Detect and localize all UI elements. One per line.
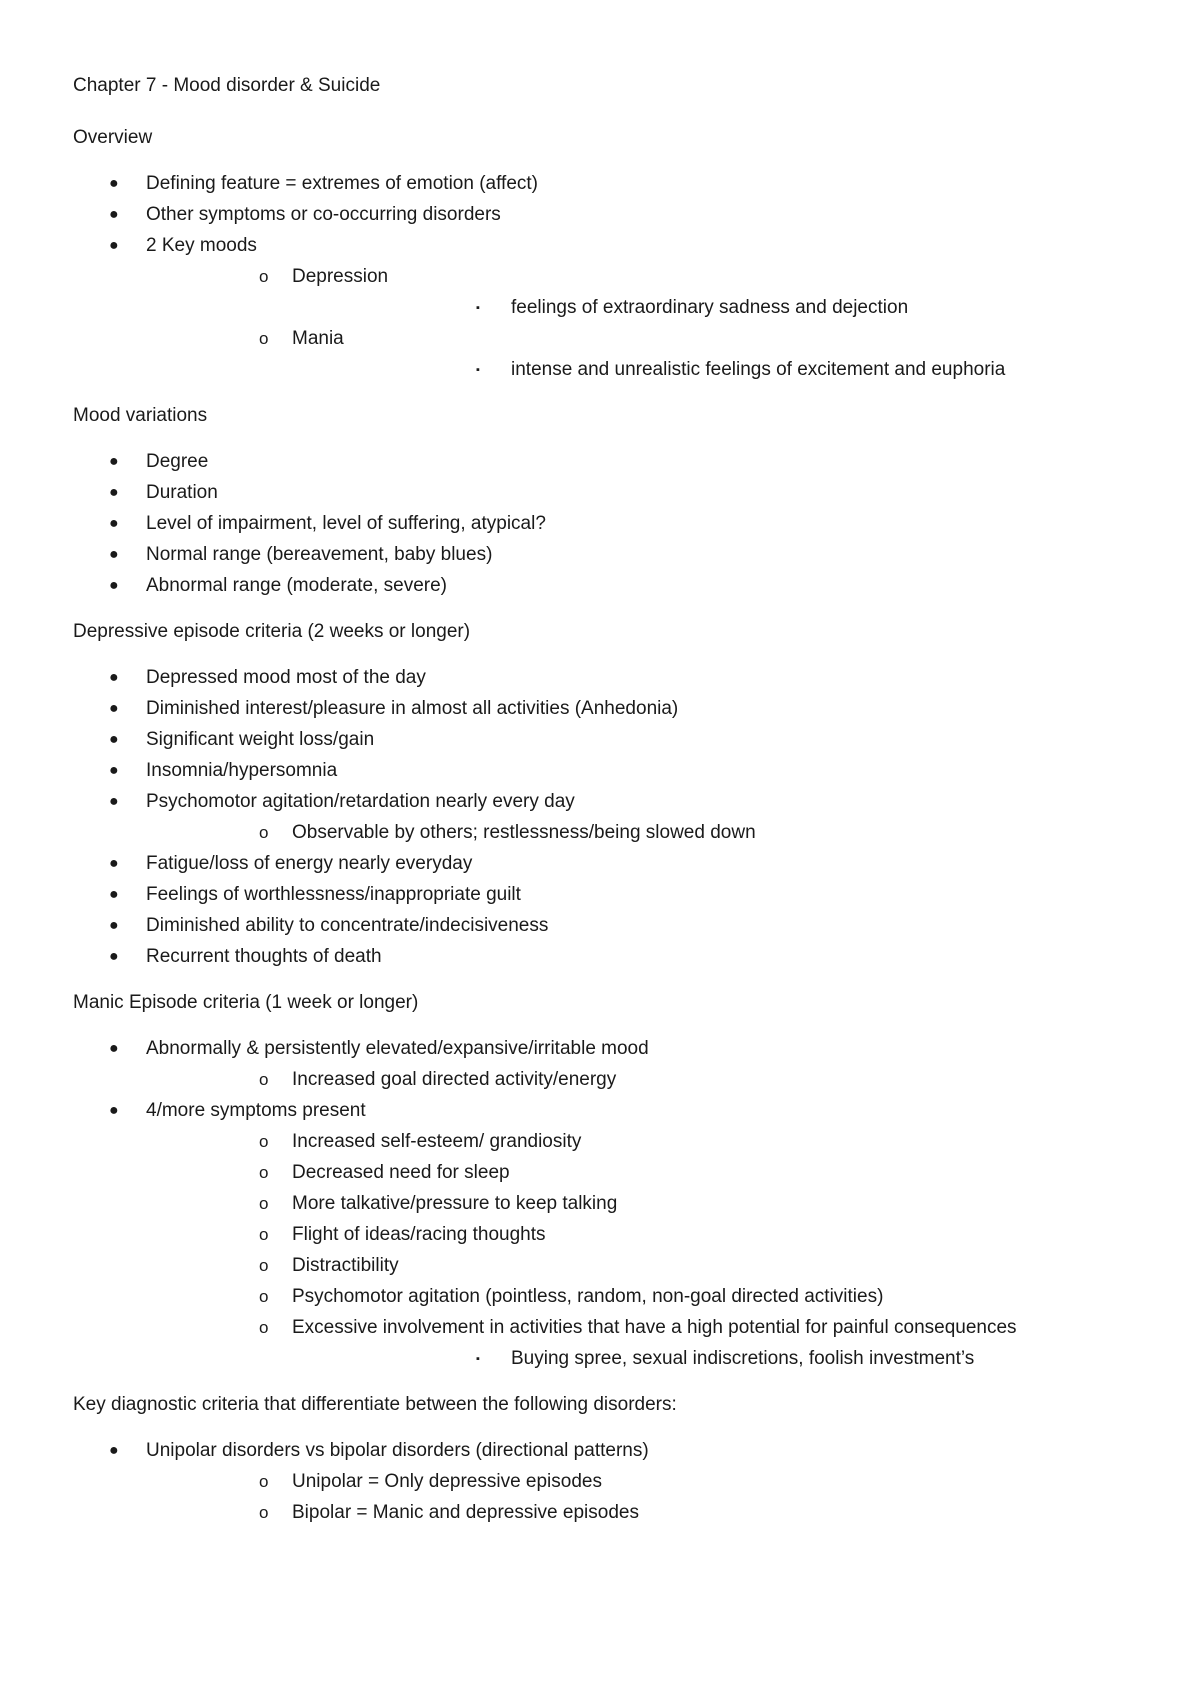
square-marker: ▪ <box>476 364 480 376</box>
sub-sub-bullet-item <box>292 357 1200 383</box>
nested-list <box>146 1129 1200 1372</box>
item-text: More talkative/pressure to keep talking <box>292 1193 618 1214</box>
item-text: Flight of ideas/racing thoughts <box>292 1224 546 1245</box>
bullet-marker: ● <box>109 453 119 470</box>
bullet-item <box>73 851 1200 877</box>
item-text: Insomnia/hypersomnia <box>146 760 338 781</box>
item-text: Decreased need for sleep <box>292 1162 510 1183</box>
section-heading: Manic Episode criteria (1 week or longer) <box>73 992 419 1013</box>
bullet-marker: ● <box>109 546 119 563</box>
circle-marker: o <box>259 1256 269 1275</box>
bullet-marker: ● <box>109 237 119 254</box>
item-text: feelings of extraordinary sadness and dejection <box>511 297 909 318</box>
item-text: Depressed mood most of the day <box>146 667 426 688</box>
item-text: Increased goal directed activity/energy <box>292 1069 617 1090</box>
nested-list <box>292 295 1200 321</box>
nested-list <box>292 1346 1200 1372</box>
circle-marker: o <box>259 1287 269 1306</box>
bullet-item <box>73 511 1200 537</box>
bullet-list <box>73 449 1200 599</box>
circle-marker: o <box>259 1503 269 1522</box>
circle-marker: o <box>259 1194 269 1213</box>
section-heading: Key diagnostic criteria that differentiate between the following disorders: <box>73 1394 677 1415</box>
bullet-list <box>73 665 1200 970</box>
section <box>73 125 1200 383</box>
bullet-list <box>73 1438 1200 1526</box>
item-text: Recurrent thoughts of death <box>146 946 382 967</box>
circle-marker: o <box>259 267 269 286</box>
bullet-marker: ● <box>109 731 119 748</box>
bullet-marker: ● <box>109 669 119 686</box>
bullet-item <box>73 1036 1200 1093</box>
bullet-marker: ● <box>109 948 119 965</box>
sub-bullet-item <box>146 1191 1200 1217</box>
sub-bullet-item <box>146 1500 1200 1526</box>
item-text: Level of impairment, level of suffering, atypical? <box>146 513 546 534</box>
sub-bullet-item <box>146 326 1200 383</box>
bullet-list <box>73 171 1200 383</box>
nested-list <box>292 357 1200 383</box>
item-text: Unipolar disorders vs bipolar disorders (directional patterns) <box>146 1440 649 1461</box>
circle-marker: o <box>259 1225 269 1244</box>
item-text: intense and unrealistic feelings of excitement and euphoria <box>511 359 1006 380</box>
sub-bullet-item <box>146 1129 1200 1155</box>
sub-bullet-item <box>146 1253 1200 1279</box>
sub-bullet-item <box>146 1469 1200 1495</box>
bullet-item <box>73 665 1200 691</box>
item-text: Bipolar = Manic and depressive episodes <box>292 1502 639 1523</box>
bullet-marker: ● <box>109 917 119 934</box>
bullet-list <box>73 1036 1200 1372</box>
item-text: Significant weight loss/gain <box>146 729 375 750</box>
bullet-item <box>73 1098 1200 1372</box>
item-text: 4/more symptoms present <box>146 1100 366 1121</box>
square-marker: ▪ <box>476 1353 480 1365</box>
bullet-marker: ● <box>109 515 119 532</box>
item-text: Unipolar = Only depressive episodes <box>292 1471 602 1492</box>
item-text: Distractibility <box>292 1255 399 1276</box>
bullet-marker: ● <box>109 1102 119 1119</box>
bullet-item <box>73 882 1200 908</box>
bullet-item <box>73 573 1200 599</box>
item-text: Excessive involvement in activities that have a high potential for painful consequences <box>292 1317 1017 1338</box>
nested-list <box>146 1067 1200 1093</box>
bullet-item <box>73 944 1200 970</box>
item-text: Other symptoms or co-occurring disorders <box>146 204 501 225</box>
bullet-marker: ● <box>109 577 119 594</box>
item-text: Duration <box>146 482 218 503</box>
item-text: Degree <box>146 451 209 472</box>
bullet-marker: ● <box>109 1442 119 1459</box>
sub-bullet-item <box>146 820 1200 846</box>
bullet-item <box>73 1438 1200 1526</box>
square-marker: ▪ <box>476 302 480 314</box>
circle-marker: o <box>259 823 269 842</box>
section-heading: Overview <box>73 127 153 148</box>
bullet-item <box>73 696 1200 722</box>
item-text: 2 Key moods <box>146 235 257 256</box>
item-text: Abnormal range (moderate, severe) <box>146 575 447 596</box>
item-text: Mania <box>292 328 344 349</box>
section <box>73 990 1200 1372</box>
sub-bullet-item <box>146 1284 1200 1310</box>
sub-bullet-item <box>146 1067 1200 1093</box>
circle-marker: o <box>259 1472 269 1491</box>
section-heading: Depressive episode criteria (2 weeks or longer) <box>73 621 471 642</box>
bullet-item <box>73 171 1200 197</box>
circle-marker: o <box>259 1070 269 1089</box>
bullet-marker: ● <box>109 175 119 192</box>
sub-bullet-item <box>146 1222 1200 1248</box>
bullet-item <box>73 202 1200 228</box>
bullet-item <box>73 542 1200 568</box>
item-text: Diminished ability to concentrate/indecisiveness <box>146 915 549 936</box>
bullet-marker: ● <box>109 886 119 903</box>
document-title: Chapter 7 - Mood disorder & Suicide <box>73 75 381 96</box>
sub-sub-bullet-item <box>292 1346 1200 1372</box>
bullet-marker: ● <box>109 700 119 717</box>
item-text: Feelings of worthlessness/inappropriate guilt <box>146 884 521 905</box>
bullet-marker: ● <box>109 793 119 810</box>
nested-list <box>146 264 1200 383</box>
sub-bullet-item <box>146 264 1200 321</box>
document-body <box>73 125 1200 1526</box>
circle-marker: o <box>259 1163 269 1182</box>
item-text: Psychomotor agitation (pointless, random, non-goal directed activities) <box>292 1286 884 1307</box>
item-text: Normal range (bereavement, baby blues) <box>146 544 493 565</box>
circle-marker: o <box>259 1318 269 1337</box>
item-text: Depression <box>292 266 389 287</box>
section <box>73 619 1200 970</box>
sub-sub-bullet-item <box>292 295 1200 321</box>
item-text: Diminished interest/pleasure in almost all activities (Anhedonia) <box>146 698 679 719</box>
bullet-item <box>73 449 1200 475</box>
bullet-marker: ● <box>109 1040 119 1057</box>
section <box>73 1392 1200 1526</box>
nested-list <box>146 1469 1200 1526</box>
bullet-marker: ● <box>109 206 119 223</box>
circle-marker: o <box>259 1132 269 1151</box>
bullet-item <box>73 789 1200 846</box>
item-text: Buying spree, sexual indiscretions, foolish investment’s <box>511 1348 975 1369</box>
bullet-item <box>73 758 1200 784</box>
circle-marker: o <box>259 329 269 348</box>
bullet-marker: ● <box>109 855 119 872</box>
item-text: Psychomotor agitation/retardation nearly every day <box>146 791 575 812</box>
bullet-item <box>73 727 1200 753</box>
nested-list <box>146 820 1200 846</box>
sub-bullet-item <box>146 1315 1200 1372</box>
item-text: Increased self-esteem/ grandiosity <box>292 1131 582 1152</box>
item-text: Abnormally & persistently elevated/expansive/irritable mood <box>146 1038 649 1059</box>
bullet-marker: ● <box>109 484 119 501</box>
bullet-item <box>73 913 1200 939</box>
section <box>73 403 1200 599</box>
item-text: Defining feature = extremes of emotion (affect) <box>146 173 538 194</box>
bullet-marker: ● <box>109 762 119 779</box>
sub-bullet-item <box>146 1160 1200 1186</box>
item-text: Observable by others; restlessness/being slowed down <box>292 822 756 843</box>
section-heading: Mood variations <box>73 405 208 426</box>
bullet-item <box>73 233 1200 383</box>
bullet-item <box>73 480 1200 506</box>
item-text: Fatigue/loss of energy nearly everyday <box>146 853 473 874</box>
